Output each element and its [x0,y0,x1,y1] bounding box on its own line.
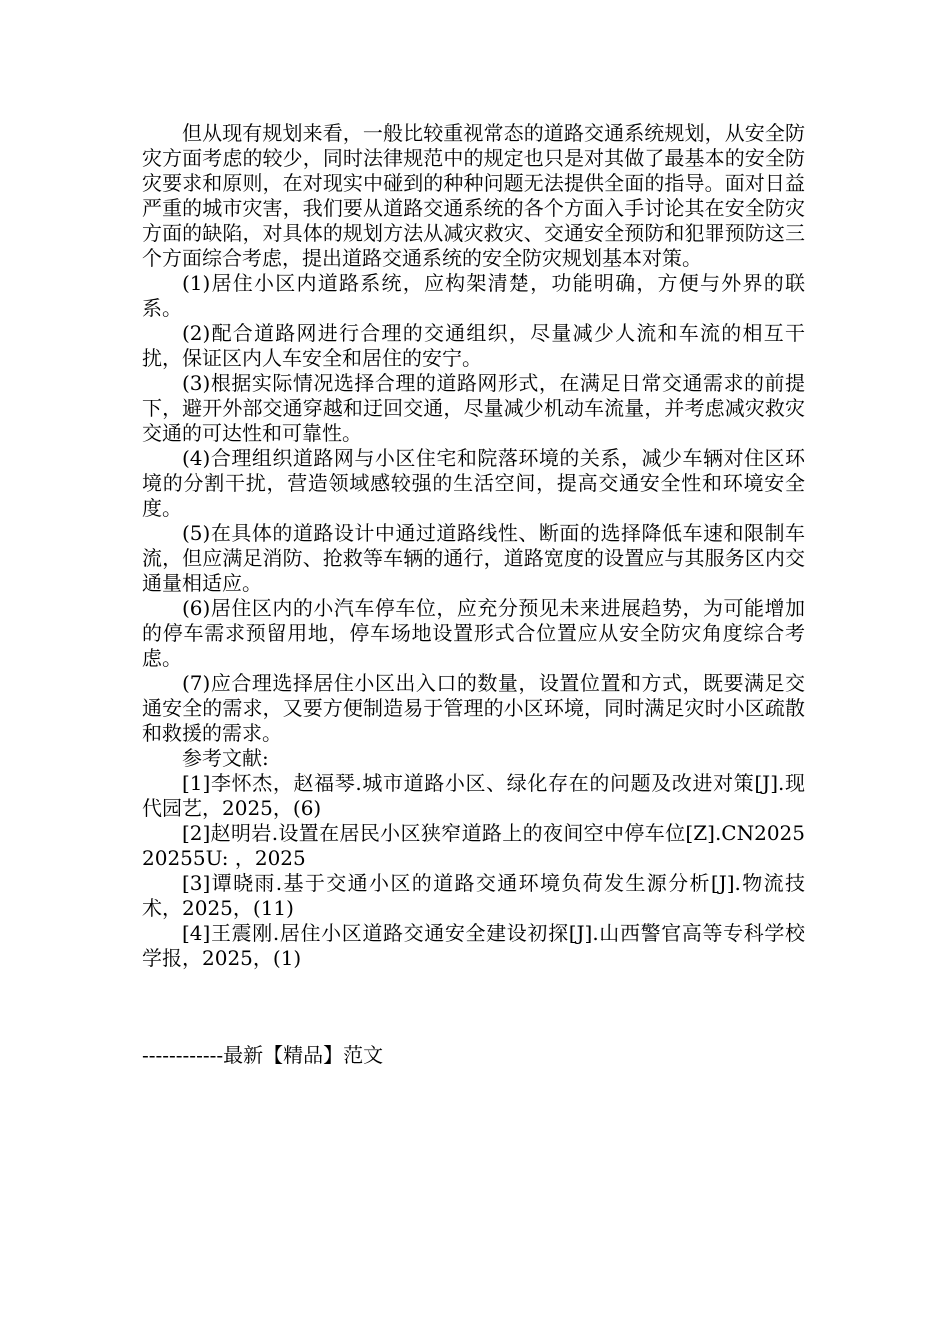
list-item: (1)居住小区内道路系统，应构架清楚，功能明确，方便与外界的联系。 [142,271,805,320]
reference-item: [4]王震刚.居住小区道路交通安全建设初探[J].山西警官高等专科学校学报，2025，(1) [142,921,805,970]
list-item: (3)根据实际情况选择合理的道路网形式，在满足日常交通需求的前提下，避开外部交通穿越和迂回交通，尽量减少机动车流量，并考虑减灾救灾交通的可达性和可靠性。 [142,371,805,445]
reference-item: [3]谭晓雨.基于交通小区的道路交通环境负荷发生源分析[J].物流技术，2025，(11) [142,871,805,920]
reference-item: [1]李怀杰，赵福琴.城市道路小区、绿化存在的问题及改进对策[J].现代园艺，2025，(6) [142,771,805,820]
list-item: (2)配合道路网进行合理的交通组织，尽量减少人流和车流的相互干扰，保证区内人车安全和居住的安宁。 [142,321,805,370]
reference-item: [2]赵明岩.设置在居民小区狭窄道路上的夜间空中停车位[Z].CN202520255U: ，2025 [142,821,805,870]
footer-text: ------------最新【精品】范文 [142,1043,384,1067]
document-body [142,121,805,971]
list-item: (6)居住区内的小汽车停车位，应充分预见未来进展趋势，为可能增加的停车需求预留用地，停车场地设置形式合位置应从安全防灾角度综合考虑。 [142,596,805,670]
intro-paragraph: 但从现有规划来看，一般比较重视常态的道路交通系统规划，从安全防灾方面考虑的较少，同时法律规范中的规定也只是对其做了最基本的安全防灾要求和原则，在对现实中碰到的种种问题无法提供全面的指导。面对日益严重的城市灾害，我们要从道路交通系统的各个方面入手讨论其在安全防灾方面的缺陷，对具体的规划方法从减灾救灾、交通安全预防和犯罪预防这三个方面综合考虑，提出道路交通系统的安全防灾规划基本对策。 [142,121,805,270]
list-item: (5)在具体的道路设计中通过道路线性、断面的选择降低车速和限制车流，但应满足消防、抢救等车辆的通行，道路宽度的设置应与其服务区内交通量相适应。 [142,521,805,595]
list-item: (4)合理组织道路网与小区住宅和院落环境的关系，减少车辆对住区环境的分割干扰，营造领域感较强的生活空间，提高交通安全性和环境安全度。 [142,446,805,520]
references-heading: 参考文献: [182,746,269,770]
list-item: (7)应合理选择居住小区出入口的数量，设置位置和方式，既要满足交通安全的需求，又要方便制造易于管理的小区环境，同时满足灾时小区疏散和救援的需求。 [142,671,805,745]
